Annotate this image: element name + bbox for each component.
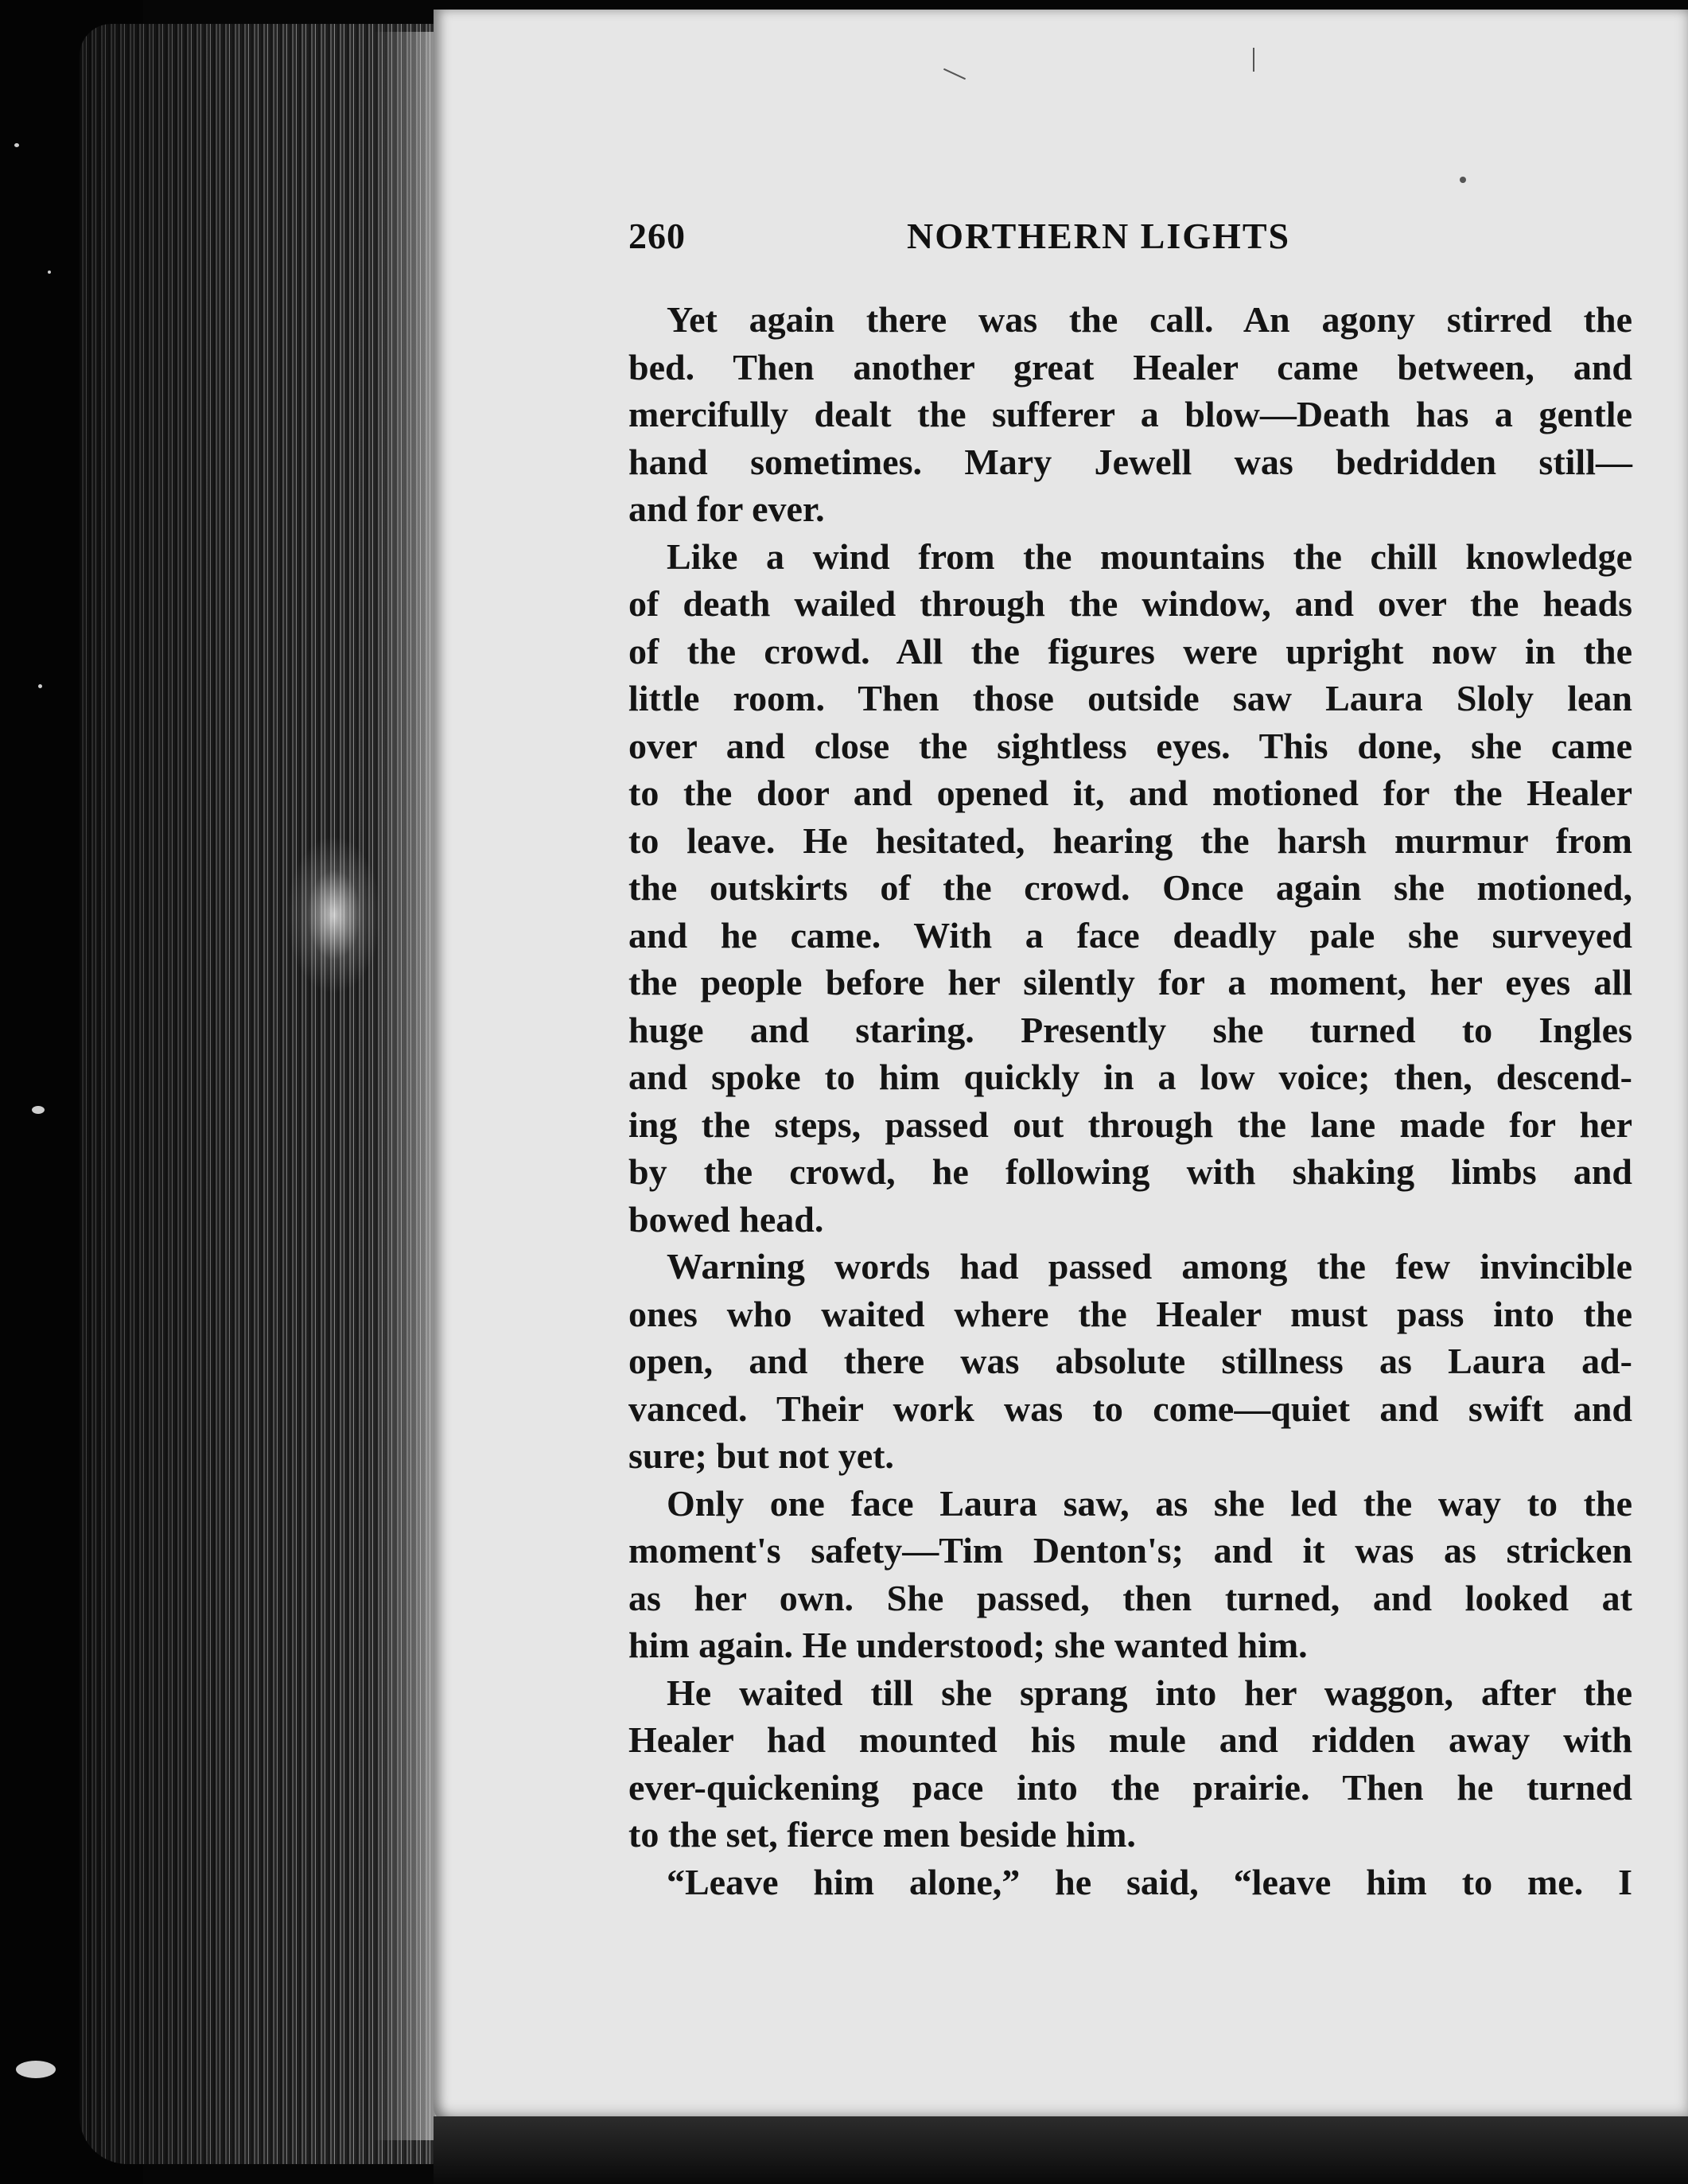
page-edge-glare	[286, 835, 382, 995]
text-line: mercifully dealt the sufferer a blow—Death has a gentle	[628, 394, 1632, 434]
page-number: 260	[628, 216, 686, 256]
text-line: open, and there was absolute stillness as Laura ad-	[628, 1341, 1632, 1381]
text-line: of death wailed through the window, and over the heads	[628, 583, 1632, 624]
page-blemish	[943, 68, 966, 80]
dust-speck	[16, 2061, 56, 2078]
text-line: by the crowd, he following with shaking limbs and	[628, 1151, 1632, 1192]
dust-speck	[38, 684, 42, 688]
text-line: bowed head.	[628, 1198, 824, 1240]
text-line: Like a wind from the mountains the chill knowledge	[667, 535, 1632, 577]
text-line: bed. Then another great Healer came between, and	[628, 346, 1632, 387]
text-line: to the door and opened it, and motioned for the Healer	[628, 773, 1632, 813]
text-line: as her own. She passed, then turned, and looked at	[628, 1577, 1632, 1618]
text-line: moment's safety—Tim Denton's; and it was as stricken	[628, 1530, 1632, 1571]
page-blemish	[1253, 48, 1254, 72]
text-line: vanced. Their work was to come—quiet and swift and	[628, 1388, 1632, 1429]
dust-speck	[14, 143, 19, 147]
text-line: and he came. With a face deadly pale she surveyed	[628, 914, 1632, 956]
dust-speck	[48, 271, 51, 274]
running-title: NORTHERN LIGHTS	[907, 216, 1291, 256]
text-line: Healer had mounted his mule and ridden away with	[628, 1719, 1632, 1760]
text-line: “Leave him alone,” he said, “leave him to me. I	[667, 1861, 1632, 1902]
text-line: He waited till she sprang into her waggon, after the	[667, 1672, 1632, 1713]
page-blemish	[1460, 177, 1466, 183]
text-line: to leave. He hesitated, hearing the harsh murmur from	[628, 819, 1632, 861]
text-line: hand sometimes. Mary Jewell was bedridden still—	[628, 441, 1632, 482]
text-line: little room. Then those outside saw Laura Sloly lean	[628, 678, 1632, 718]
body-text	[628, 296, 1632, 1906]
text-line: and for ever.	[628, 489, 825, 529]
dust-speck	[32, 1106, 45, 1114]
text-line: Only one face Laura saw, as she led the way to the	[667, 1482, 1632, 1524]
text-line: and spoke to him quickly in a low voice; then, descend-	[628, 1057, 1632, 1097]
text-line: sure; but not yet.	[628, 1435, 894, 1476]
text-line: ing the steps, passed out through the lane made for her	[628, 1104, 1632, 1145]
text-line: ones who waited where the Healer must pass into the	[628, 1293, 1632, 1334]
text-line: him again. He understood; she wanted him.	[628, 1625, 1308, 1665]
text-line: to the set, fierce men beside him.	[628, 1814, 1136, 1855]
page-edge-highlight	[374, 32, 438, 2140]
page-bottom-shadow	[434, 2116, 1688, 2184]
text-line: over and close the sightless eyes. This done, she came	[628, 725, 1632, 766]
text-line: Yet again there was the call. An agony stirred the	[667, 299, 1632, 340]
text-line: of the crowd. All the figures were upright now in the	[628, 630, 1632, 672]
text-line: the people before her silently for a moment, her eyes all	[628, 962, 1632, 1002]
text-line: the outskirts of the crowd. Once again she motioned,	[628, 867, 1632, 908]
text-line: ever-quickening pace into the prairie. Then he turned	[628, 1766, 1632, 1808]
text-line: huge and staring. Presently she turned to Ingles	[628, 1009, 1632, 1050]
text-line: Warning words had passed among the few invincible	[667, 1246, 1632, 1287]
